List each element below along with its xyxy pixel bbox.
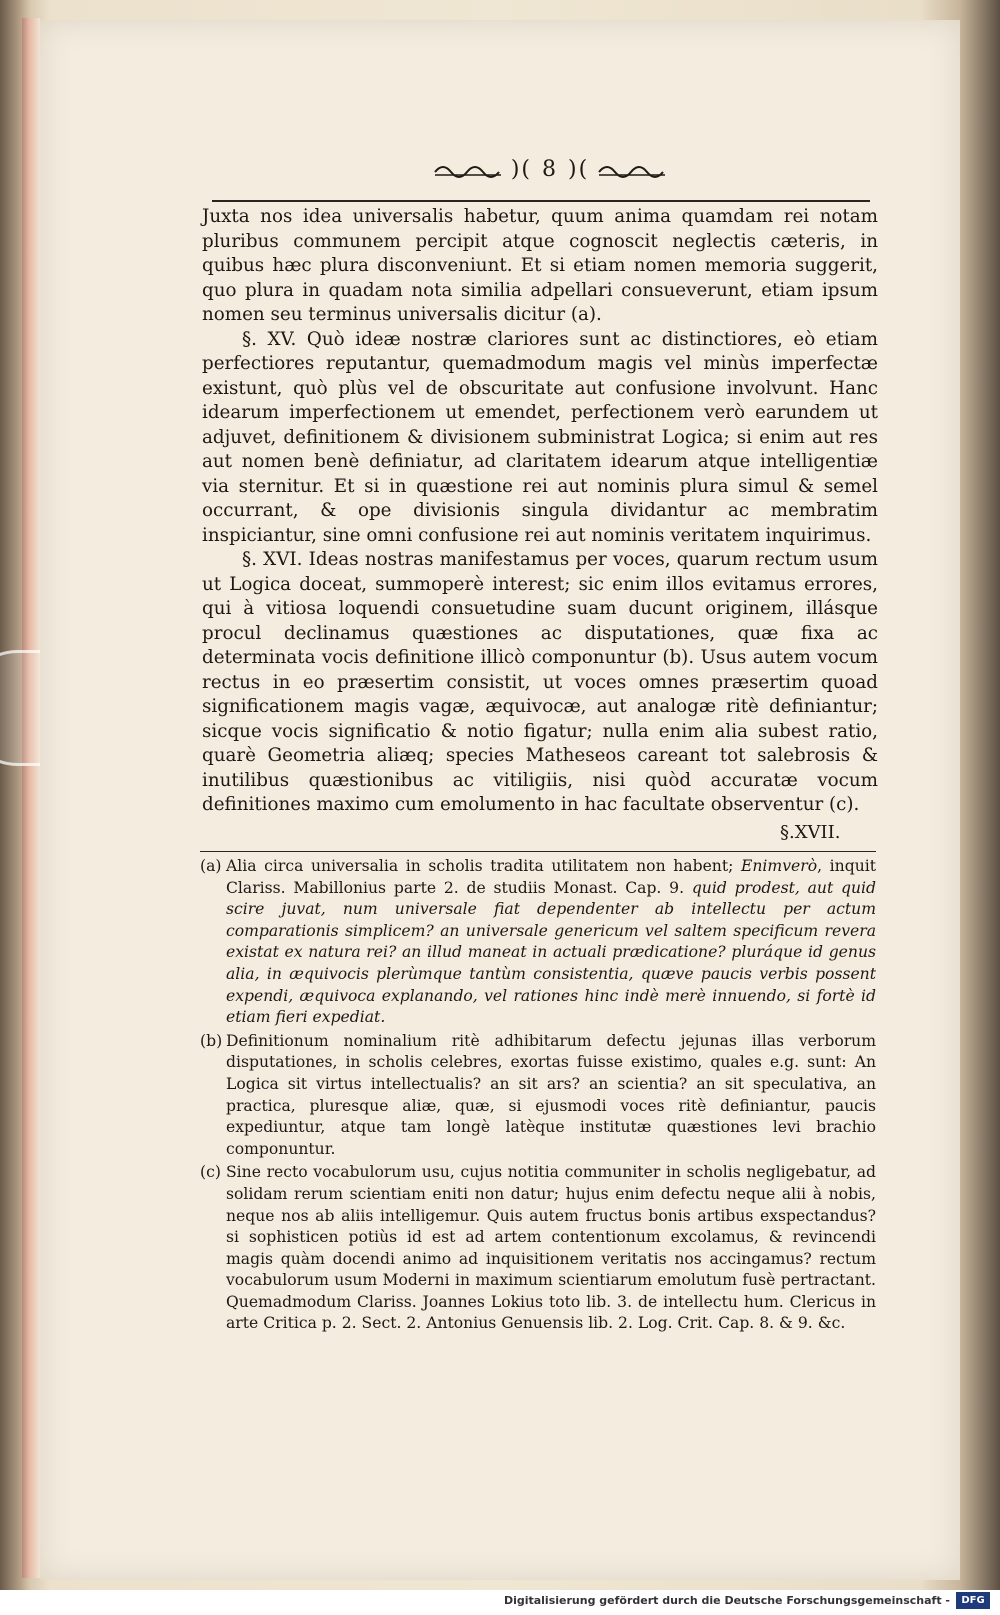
footnote-mark: (c): [200, 1163, 221, 1182]
footnote-text-part: Alia circa universalia in scholis tradita utilitatem non habent;: [226, 857, 741, 875]
footnote-rule: [200, 851, 876, 852]
left-bracket: )(: [510, 156, 532, 182]
catchword: §.XVII.: [780, 822, 841, 843]
header-rule: [212, 200, 870, 202]
footnote-a: [200, 856, 876, 1029]
footnote-italic-quote: quid prodest, aut quid scire juvat, num universale fiat dependenter ab intellectu per actum comparationis simplicem? an universale genericum vel saltem specificum revera existat ex natura rei? an illud maneat in actuali prædicatione? pluráque id genus alia, in æquivocis plerùmque tantùm consistentia, quæve paucis verbis possent expendi, æquivoca explanando, vel rationes hinc indè merè innuendo, si fortè id etiam fieri expediat.: [226, 878, 876, 1027]
right-ornament-icon: [597, 160, 667, 178]
page-header: [390, 152, 710, 186]
footnote-italic-part: Enimverò: [741, 857, 818, 875]
right-bracket: )(: [568, 156, 590, 182]
dfg-logo: DFG: [956, 1592, 990, 1609]
left-ornament-icon: [433, 160, 503, 178]
footnote-mark: (a): [200, 857, 222, 875]
footnote-mark: (b): [200, 1031, 223, 1050]
footnotes: [200, 856, 876, 1337]
paragraph-1: Juxta nos idea universalis habetur, quum anima quamdam rei notam pluribus communem percipit atque cognoscit neglectis cæteris, in quibus hæc plura disconveniunt. Et si etiam nomen memoria suggerit, quo plura in quadam nota similia adpellari consueverunt, etiam ipsum nomen seu terminus universalis dicitur (a).: [202, 206, 878, 325]
footnote-b: [200, 1031, 876, 1161]
paragraph-section-xvi: §. XVI. Ideas nostras manifestamus per voces, quarum rectum usum ut Logica doceat, summoperè interest; sic enim illos evitamus errores, qui à vitiosa loquendi consuetudine suam ducunt originem, illásque procul declinamus quæstiones ac disputationes, quæ fixa ac determinata vocis definitione illicò componuntur (b). Usus autem vocum rectus in eo præsertim consistit, ut voces omnes præsertim quoad significationem magis vagæ, æquivocæ, aut analogæ ritè definiantur; sicque vocis significatio & notio figatur; nulla enim alia subest ratio, quarè Geometria aliæq; species Matheseos careant tot salebrosis & inutilibus quæstionibus ac vitiligiis, nisi quòd accuratæ vocum definitiones maximo cum emolumento in hac facultate observentur (c).: [202, 549, 878, 815]
footnote-text: Sine recto vocabulorum usu, cujus notitia communiter in scholis negligebatur, ad solidam rerum scientiam eniti non datur; hujus enim defectu neque alii à nobis, neque nos ab aliis intelligemur. Quis autem fructus bonis artibus exspectandus? si sophisticen potiùs id est ad artem contentionum excolamus, & revincendi magis quàm docendi animo ad inquisitionem veritatis nos accingamus? rectum vocabulorum usum Moderni in maximum scientiarum emolutum fusè pertractant. Quemadmodum Clariss. Joannes Lokius toto lib. 3. de intellectu hum. Clericus in arte Critica p. 2. Sect. 2. Antonius Genuensis lib. 2. Log. Crit. Cap. 8. & 9. &c.: [226, 1163, 876, 1333]
footnote-c: [200, 1162, 876, 1335]
digitization-credit: Digitalisierung gefördert durch die Deutsche Forschungsgemeinschaft -: [503, 1594, 950, 1607]
footnote-text-part: , inquit Clariss. Mabillonius parte 2. de studiis Monast. Cap. 9.: [226, 857, 876, 897]
page-number: 8: [542, 156, 558, 182]
footnote-text: [226, 856, 876, 1029]
page-edge: [22, 18, 40, 1578]
main-text: [202, 205, 878, 818]
footnote-text: Definitionum nominalium ritè adhibitarum defectu jejunas illas verborum disputationes, in scholis celebres, exortas fuisse existimo, quales e.g. sunt: An Logica sit virtus intellectualis? an sit ars? an scientia? an sit speculativa, an practica, pluresque aliæ, quæ, si ejusmodi voces ritè definiantur, paucis expediuntur, atque tam longè latèque institutæ quæstiones levi brachio componuntur.: [226, 1031, 876, 1158]
paragraph-section-xv: §. XV. Quò ideæ nostræ clariores sunt ac distinctiores, eò etiam perfectiores reputantur, quemadmodum magis vel minùs imperfectæ existunt, quò plùs vel de obscuritate aut confusione involvunt. Hanc idearum imperfectionem ut emendet, perfectionem verò earundem ut adjuvet, definitionem & divisionem subministrat Logica; si enim aut res aut nomen benè definiatur, ad claritatem idearum atque intelligentiæ via sternitur. Et si in quæstione rei aut nominis plura simul & semel occurrant, & ope divisionis singula dividantur ac membratim inspiciantur, sine omni confusione rei aut nominis veritatem inquirimus.: [202, 328, 878, 546]
